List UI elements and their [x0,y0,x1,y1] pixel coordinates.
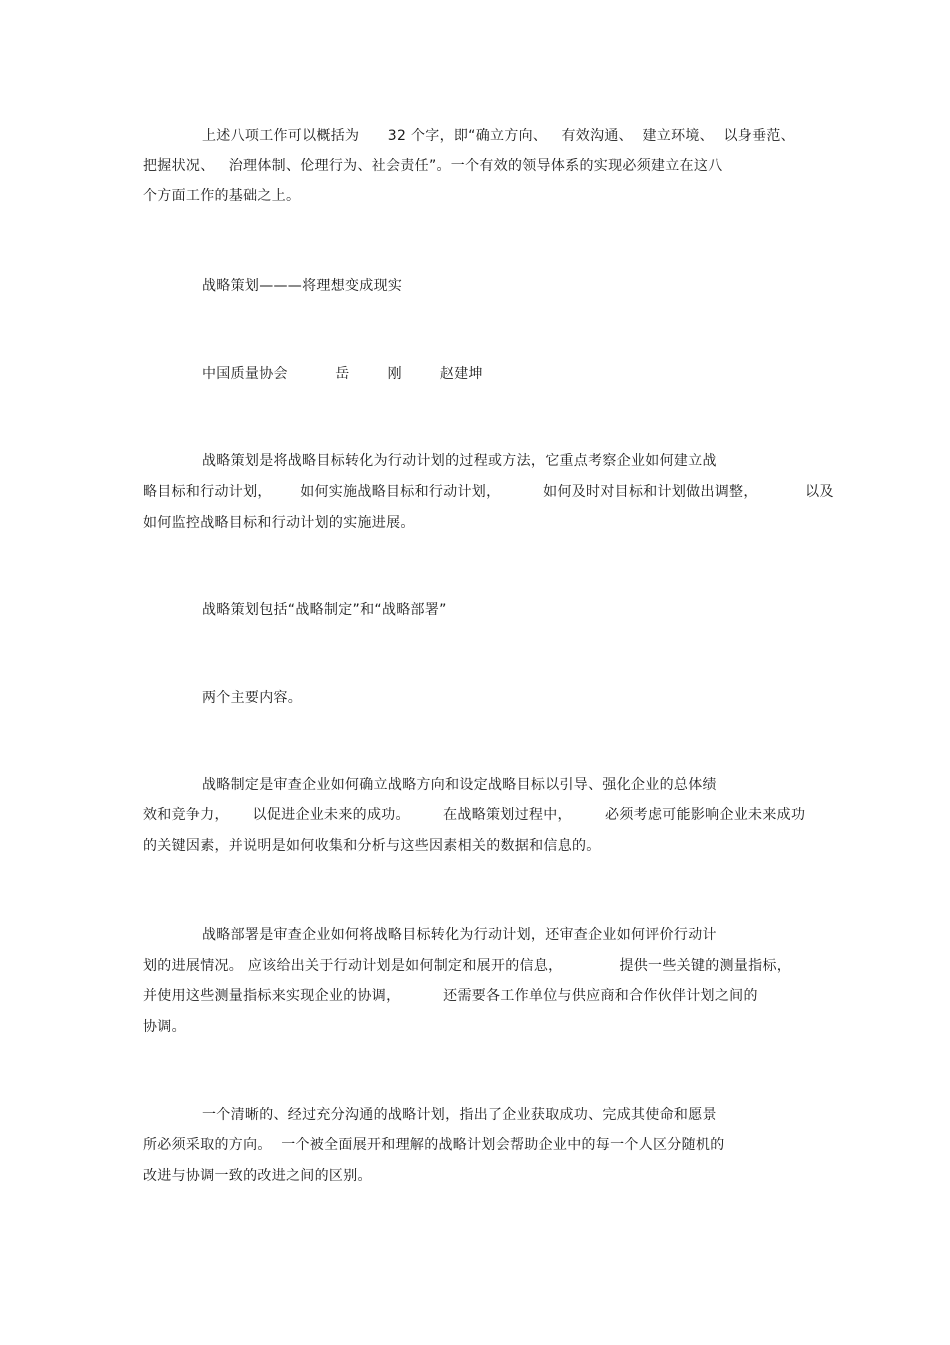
paragraph-9-line-2: 所必须采取的方向。 一个被全面展开和理解的战略计划会帮助企业中的每一个人区分随机的 [143,1137,725,1153]
paragraph-5-line-1: 战略策划包括“战略制定”和“战略部署” [202,602,447,618]
paragraph-7-line-3: 的关键因素，并说明是如何收集和分析与这些因素相关的数据和信息的。 [143,838,601,854]
paragraph-9-line-1: 一个清晰的、经过充分沟通的战略计划，指出了企业获取成功、完成其使命和愿景 [202,1107,717,1123]
paragraph-4-line-2: 略目标和行动计划， 如何实施战略目标和行动计划， 如何及时对目标和计划做出调整， 以及 [143,484,834,500]
paragraph-8-line-3: 并使用这些测量指标来实现企业的协调， 还需要各工作单位与供应商和合作伙伴计划之间的 [143,988,758,1004]
paragraph-4-line-1: 战略策划是将战略目标转化为行动计划的过程或方法，它重点考察企业如何建立战 [202,453,717,469]
article-authors: 中国质量协会 岳 刚 赵建坤 [202,366,483,382]
paragraph-7-line-1: 战略制定是审查企业如何确立战略方向和设定战略目标以引导、强化企业的总体绩 [202,777,717,793]
paragraph-9-line-3: 改进与协调一致的改进之间的区别。 [143,1168,372,1184]
paragraph-4-line-3: 如何监控战略目标和行动计划的实施进展。 [143,515,415,531]
paragraph-6-line-1: 两个主要内容。 [202,690,303,706]
article-title: 战略策划———将理想变成现实 [202,278,403,294]
paragraph-1-line-3: 个方面工作的基础之上。 [143,188,301,204]
paragraph-7-line-2: 效和竞争力， 以促进企业未来的成功。 在战略策划过程中， 必须考虑可能影响企业未来成功 [143,807,806,823]
paragraph-8-line-4: 协调。 [143,1019,186,1035]
paragraph-1-line-2: 把握状况、 治理体制、伦理行为、社会责任”。一个有效的领导体系的实现必须建立在这八 [143,158,723,174]
paragraph-8-line-2: 划的进展情况。 应该给出关于行动计划是如何制定和展开的信息， 提供一些关键的测量指标， [143,958,792,974]
paragraph-8-line-1: 战略部署是审查企业如何将战略目标转化为行动计划，还审查企业如何评价行动计 [202,927,717,943]
paragraph-1-line-1: 上述八项工作可以概括为 32 个字，即“确立方向、 有效沟通、 建立环境、 以身垂范、 [202,128,795,144]
